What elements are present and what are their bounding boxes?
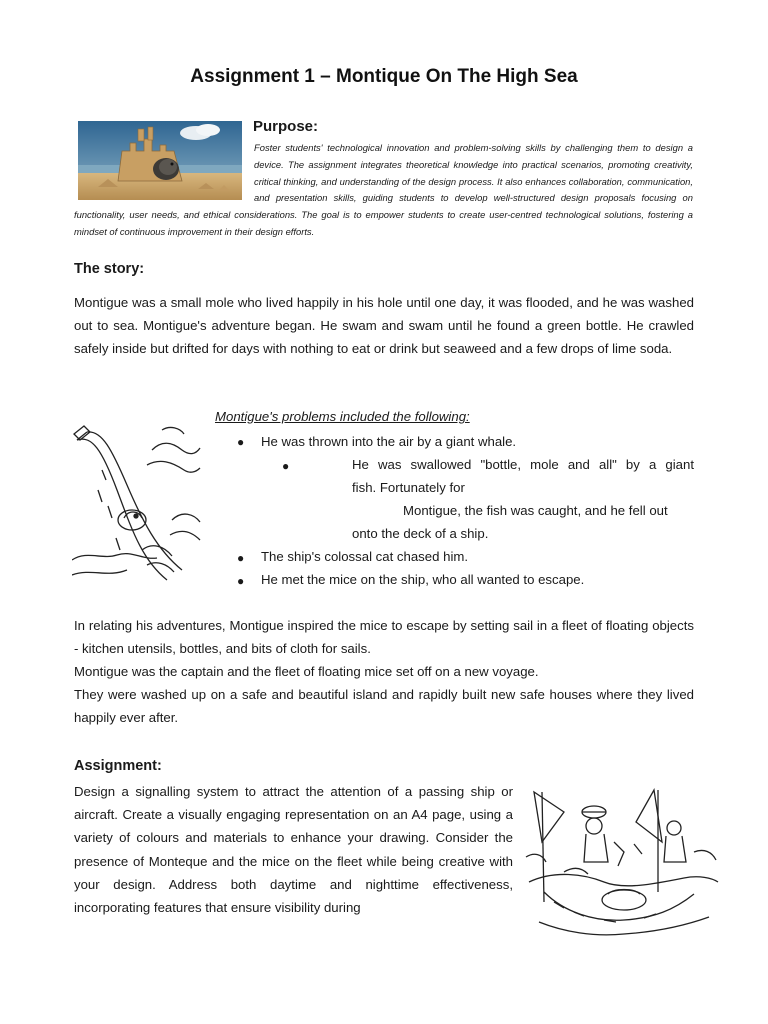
problem-item-mice: He met the mice on the ship, who all wanted to escape. bbox=[261, 572, 585, 587]
captain-line: Montigue was the captain and the fleet of floating mice set off on a new voyage. bbox=[74, 664, 539, 679]
purpose-text-block bbox=[74, 140, 693, 241]
problem-item-fortunately: fish. Fortunately for bbox=[352, 480, 465, 495]
story-paragraph: Montigue was a small mole who lived happily in his hole until one day, it was flooded, and he was washed out to sea. Montigue's adventure began. He swam and swam until he found a green bottle. He crawled safely inside but drifted for days with nothing to eat or drink but seaweed and a few drops of lime soda. bbox=[74, 295, 694, 357]
mice-fleet-sketch-illustration bbox=[524, 782, 720, 948]
problem-item-cat: The ship's colossal cat chased him. bbox=[261, 549, 469, 564]
problems-heading: Montigue's problems included the following: bbox=[215, 409, 470, 424]
bullet-icon: ● bbox=[237, 574, 245, 588]
bullet-icon: ● bbox=[237, 435, 245, 449]
purpose-text: Foster students' technological innovation and problem-solving skills by challenging them to design a device. The assignment integrates theoretical knowledge into practical scenarios, promoting creativity, critical thinking, and understanding of the design process. It also enhances collaboration, communication, and presentation skills, guiding students to develop well-structured design proposals focusing on functionality, user needs, and ethical considerations. The goal is to empower students to create user-centred technological solutions, fostering a mindset of continuous improvement in their design efforts. bbox=[74, 142, 693, 237]
problem-item-deck: onto the deck of a ship. bbox=[352, 526, 489, 541]
bullet-icon: ● bbox=[282, 459, 290, 473]
bullet-icon: ● bbox=[237, 551, 245, 565]
assignment-heading: Assignment: bbox=[74, 758, 162, 774]
problem-item-swallowed: He was swallowed "bottle, mole and all" by a giant bbox=[352, 457, 694, 472]
story-heading: The story: bbox=[74, 261, 145, 277]
relating-paragraph: In relating his adventures, Montigue inspired the mice to escape by setting sail in a fleet of floating objects - kitchen utensils, bottles, and bits of cloth for sails. bbox=[74, 618, 694, 657]
problem-item-fish-caught: Montigue, the fish was caught, and he fell out bbox=[403, 503, 668, 518]
island-paragraph: They were washed up on a safe and beautiful island and rapidly built new safe houses where they lived happily ever after. bbox=[74, 687, 694, 726]
problem-item-whale: He was thrown into the air by a giant whale. bbox=[261, 434, 517, 449]
bottle-sketch-illustration bbox=[72, 410, 202, 590]
page-title: Assignment 1 – Montique On The High Sea bbox=[190, 66, 578, 87]
assignment-text: Design a signalling system to attract the attention of a passing ship or aircraft. Create a visually engaging representation on an A4 page, using a variety of colours and materials to enhance your drawing. Consider the presence of Monteque and the mice on the fleet while being creative with your design. Address both daytime and nighttime effectiveness, incorporating features that ensure visibility during bbox=[74, 784, 513, 916]
purpose-heading: Purpose: bbox=[253, 118, 319, 135]
